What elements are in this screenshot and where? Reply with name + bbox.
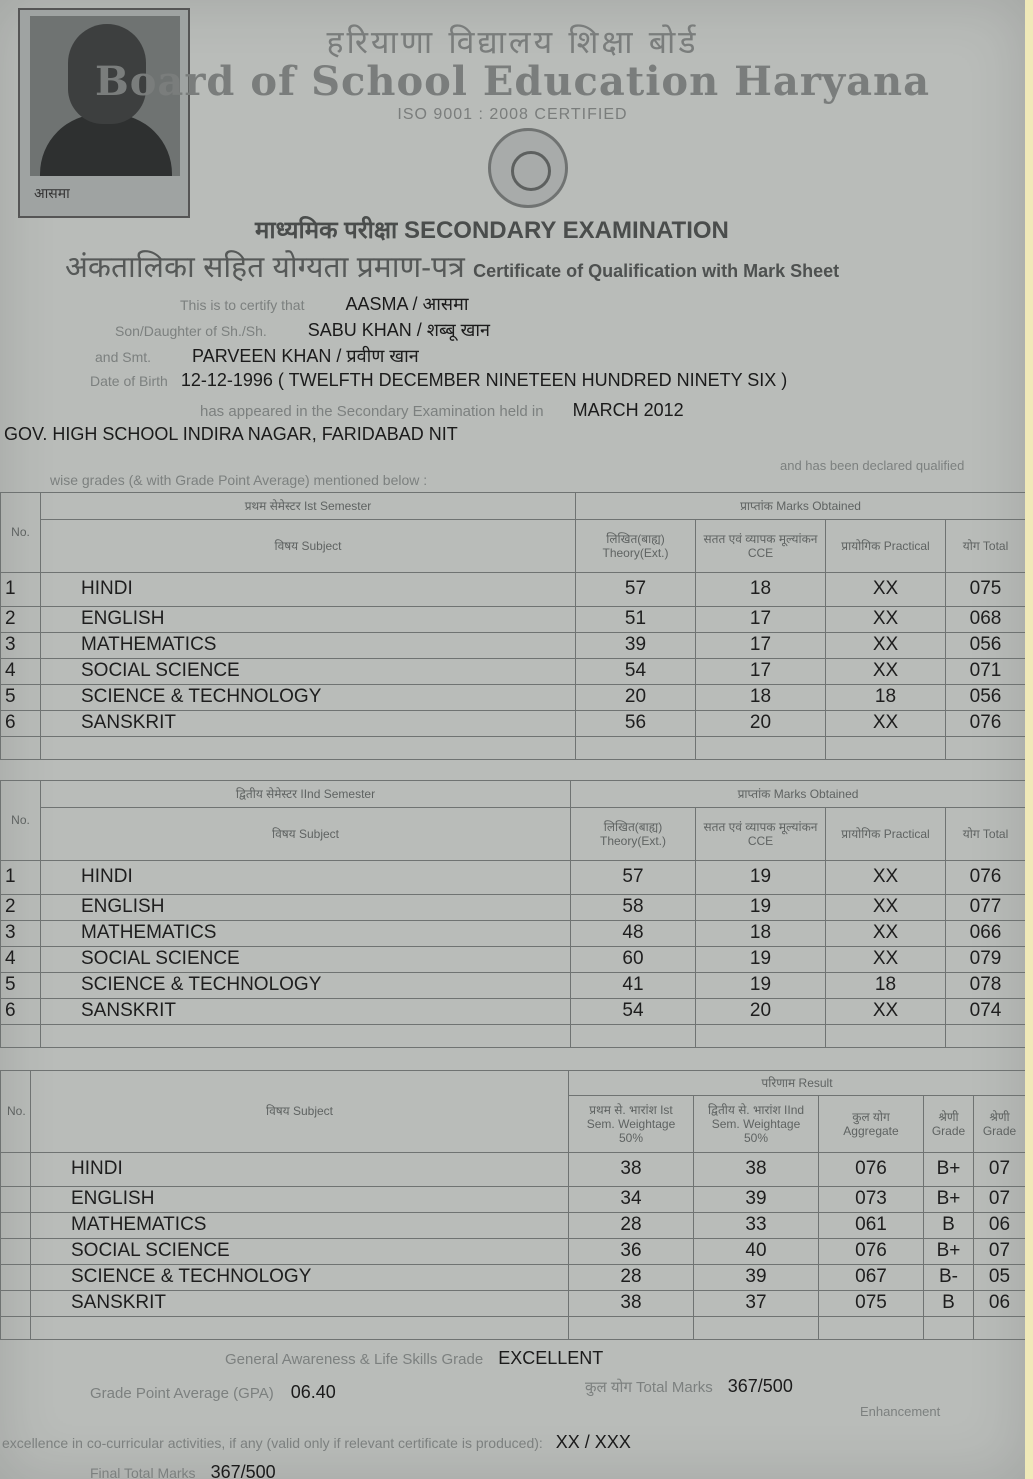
sem2-total-cell: 079 xyxy=(946,946,1026,972)
sem2-practical-cell: XX xyxy=(826,860,946,894)
sem2-subject-cell: MATHEMATICS xyxy=(41,920,571,946)
sem2-cce-header: सतत एवं व्यापक मूल्यांकन CCE xyxy=(696,808,826,860)
sem1-total-cell: 075 xyxy=(946,572,1026,606)
exam-held-line: has appeared in the Secondary Examination held in MARCH 2012 xyxy=(200,400,684,420)
sem2-no-cell: 2 xyxy=(1,894,41,920)
result-no-header: No. xyxy=(1,1071,31,1153)
school-name: GOV. HIGH SCHOOL INDIRA NAGAR, FARIDABAD NIT xyxy=(4,424,458,444)
sem2-theory-cell: 57 xyxy=(571,860,696,894)
sem2-title: द्वितीय सेमेस्टर IInd Semester xyxy=(41,781,571,808)
gpa-line: Grade Point Average (GPA) 06.40 xyxy=(90,1382,336,1402)
sem2-subject-cell: ENGLISH xyxy=(41,894,571,920)
sem1-theory-cell: 51 xyxy=(576,606,696,632)
cocurricular-line: excellence in co-curricular activities, if any (valid only if relevant certificate is produced): XX / XXX xyxy=(2,1432,631,1452)
result-sem2-header: द्वितीय से. भारांश IInd Sem. Weightage 50% xyxy=(694,1095,819,1152)
result-sem1-cell: 28 xyxy=(569,1264,694,1290)
table-row xyxy=(1,1186,1026,1212)
sem1-marks-title: प्राप्तांक Marks Obtained xyxy=(576,493,1026,520)
result--cell xyxy=(1,1238,31,1264)
table-row xyxy=(1,606,1026,632)
sem1-total-header: योग Total xyxy=(946,520,1026,572)
table-row xyxy=(1,860,1026,894)
result-aggregate-cell: 076 xyxy=(819,1152,924,1186)
result-subject-header: विषय Subject xyxy=(31,1071,569,1153)
result-sem2-cell: 39 xyxy=(694,1186,819,1212)
result-subject-cell: HINDI xyxy=(31,1152,569,1186)
sem2-theory-cell: 41 xyxy=(571,972,696,998)
sem1-no-cell: 6 xyxy=(1,710,41,736)
result-grade-cell: B xyxy=(924,1290,974,1316)
table-row xyxy=(1,1238,1026,1264)
sem1-no-cell: 3 xyxy=(1,632,41,658)
sem2-cce-cell: 19 xyxy=(696,894,826,920)
gals-grade: EXCELLENT xyxy=(498,1348,604,1368)
table-row xyxy=(1,1152,1026,1186)
result--cell xyxy=(1,1152,31,1186)
sem2-subject-cell: SANSKRIT xyxy=(41,998,571,1024)
result-aggregate-cell: 067 xyxy=(819,1264,924,1290)
result-grade-cell: B+ xyxy=(924,1238,974,1264)
mother-name: PARVEEN KHAN / प्रवीण खान xyxy=(192,346,419,366)
dob-line: Date of Birth 12-12-1996 ( TWELFTH DECEMBER NINETEEN HUNDRED NINETY SIX ) xyxy=(90,370,788,390)
sem2-no-cell: 4 xyxy=(1,946,41,972)
sem1-cce-cell: 17 xyxy=(696,632,826,658)
photo-signature: आसमा xyxy=(34,185,70,201)
gpa-value: 06.40 xyxy=(290,1382,336,1402)
table-row xyxy=(1,972,1026,998)
result-aggregate-cell: 075 xyxy=(819,1290,924,1316)
result-aggregate-header: कुल योग Aggregate xyxy=(819,1095,924,1152)
result-sem2-cell: 40 xyxy=(694,1238,819,1264)
sem2-theory-cell: 48 xyxy=(571,920,696,946)
sem1-total-cell: 056 xyxy=(946,684,1026,710)
sem2-practical-cell: 18 xyxy=(826,972,946,998)
date-of-birth: 12-12-1996 ( TWELFTH DECEMBER NINETEEN HUNDRED NINETY SIX ) xyxy=(180,370,788,390)
exam-month: MARCH 2012 xyxy=(572,400,684,420)
sem1-theory-cell: 39 xyxy=(576,632,696,658)
result-table xyxy=(0,1070,1025,1340)
result-sem2-cell: 33 xyxy=(694,1212,819,1238)
sem1-no-cell: 5 xyxy=(1,684,41,710)
result-sem2-cell: 38 xyxy=(694,1152,819,1186)
sem1-title: प्रथम सेमेस्टर Ist Semester xyxy=(41,493,576,520)
result-sem1-cell: 34 xyxy=(569,1186,694,1212)
sem1-subject-cell: HINDI xyxy=(41,572,576,606)
sem2-total-cell: 066 xyxy=(946,920,1026,946)
result--cell xyxy=(1,1186,31,1212)
sem1-practical-header: प्रायोगिक Practical xyxy=(826,520,946,572)
result-gp-cell: 07 xyxy=(974,1186,1026,1212)
final-marks-value: 367/500 xyxy=(210,1462,276,1479)
sem1-theory-cell: 20 xyxy=(576,684,696,710)
sem1-total-cell: 076 xyxy=(946,710,1026,736)
sem1-cce-cell: 18 xyxy=(696,684,826,710)
sem1-cce-cell: 18 xyxy=(696,572,826,606)
sem2-practical-cell: XX xyxy=(826,998,946,1024)
table-row xyxy=(1,684,1026,710)
sem2-theory-cell: 58 xyxy=(571,894,696,920)
sem1-body xyxy=(1,572,1026,759)
sem1-subject-cell: ENGLISH xyxy=(41,606,576,632)
certificate-title: अंकतालिका सहित योग्यता प्रमाण-पत्र Certificate of Qualification with Mark Sheet xyxy=(65,251,840,284)
table-row xyxy=(1,1290,1026,1316)
sem1-practical-cell: XX xyxy=(826,658,946,684)
sem2-cce-cell: 19 xyxy=(696,860,826,894)
result-subject-cell: ENGLISH xyxy=(31,1186,569,1212)
gals-line: General Awareness & Life Skills Grade EXCELLENT xyxy=(225,1348,604,1368)
sem1-subject-cell: SCIENCE & TECHNOLOGY xyxy=(41,684,576,710)
result-sem1-cell: 38 xyxy=(569,1152,694,1186)
result--cell xyxy=(1,1290,31,1316)
result-gp-header: श्रेणी Grade xyxy=(974,1095,1026,1152)
sem1-total-cell: 056 xyxy=(946,632,1026,658)
sem2-total-header: योग Total xyxy=(946,808,1026,860)
final-marks-line: Final Total Marks 367/500 xyxy=(90,1462,276,1479)
sem2-practical-header: प्रायोगिक Practical xyxy=(826,808,946,860)
total-marks-line: कुल योग Total Marks 367/500 xyxy=(585,1376,793,1396)
result-body xyxy=(1,1152,1026,1339)
sem1-theory-header: लिखित(बाह्य) Theory(Ext.) xyxy=(576,520,696,572)
result-title: परिणाम Result xyxy=(569,1071,1026,1096)
result-aggregate-cell: 061 xyxy=(819,1212,924,1238)
board-name-hindi: हरियाणा विद्यालय शिक्षा बोर्ड xyxy=(326,23,699,61)
result-subject-cell: SOCIAL SCIENCE xyxy=(31,1238,569,1264)
table-row xyxy=(1,658,1026,684)
sem1-cce-header: सतत एवं व्यापक मूल्यांकन CCE xyxy=(696,520,826,572)
sem1-theory-cell: 56 xyxy=(576,710,696,736)
result-gp-cell: 05 xyxy=(974,1264,1026,1290)
sem1-cce-cell: 17 xyxy=(696,658,826,684)
sem1-no-cell: 4 xyxy=(1,658,41,684)
sem2-body xyxy=(1,860,1026,1047)
table-row xyxy=(1,998,1026,1024)
sem2-practical-cell: XX xyxy=(826,894,946,920)
sem2-cce-cell: 19 xyxy=(696,946,826,972)
grades-note: wise grades (& with Grade Point Average) mentioned below : xyxy=(50,472,428,488)
table-row xyxy=(1,920,1026,946)
mother-line: and Smt. PARVEEN KHAN / प्रवीण खान xyxy=(95,346,419,366)
result-grade-cell: B+ xyxy=(924,1186,974,1212)
result-grade-cell: B+ xyxy=(924,1152,974,1186)
table-row xyxy=(1,572,1026,606)
sem1-subject-cell: MATHEMATICS xyxy=(41,632,576,658)
sem2-cce-cell: 19 xyxy=(696,972,826,998)
result-gp-cell: 06 xyxy=(974,1212,1026,1238)
sem2-subject-cell: HINDI xyxy=(41,860,571,894)
table-row xyxy=(1,1212,1026,1238)
result-gp-cell: 07 xyxy=(974,1238,1026,1264)
sem2-no-cell: 5 xyxy=(1,972,41,998)
sem1-practical-cell: XX xyxy=(826,710,946,736)
table-row xyxy=(1,894,1026,920)
result-sem1-header: प्रथम से. भारांश Ist Sem. Weightage 50% xyxy=(569,1095,694,1152)
sem2-total-cell: 077 xyxy=(946,894,1026,920)
table-row xyxy=(1,710,1026,736)
sem1-theory-cell: 54 xyxy=(576,658,696,684)
table-row xyxy=(1,1264,1026,1290)
sem1-cce-cell: 17 xyxy=(696,606,826,632)
sem1-no-cell: 2 xyxy=(1,606,41,632)
result-grade-header: श्रेणी Grade xyxy=(924,1095,974,1152)
sem2-theory-cell: 54 xyxy=(571,998,696,1024)
sem1-no-cell: 1 xyxy=(1,572,41,606)
student-name-line: This is to certify that AASMA / आसमा xyxy=(180,294,469,314)
result-sem2-cell: 37 xyxy=(694,1290,819,1316)
sem2-no-cell: 6 xyxy=(1,998,41,1024)
sem1-subject-cell: SANSKRIT xyxy=(41,710,576,736)
result-sem2-cell: 39 xyxy=(694,1264,819,1290)
result--cell xyxy=(1,1264,31,1290)
sem1-cce-cell: 20 xyxy=(696,710,826,736)
result-gp-cell: 06 xyxy=(974,1290,1026,1316)
result-subject-cell: SANSKRIT xyxy=(31,1290,569,1316)
exam-title: माध्यमिक परीक्षा SECONDARY EXAMINATION xyxy=(255,217,729,244)
result-gp-cell: 07 xyxy=(974,1152,1026,1186)
result-aggregate-cell: 073 xyxy=(819,1186,924,1212)
result-grade-cell: B xyxy=(924,1212,974,1238)
result-aggregate-cell: 076 xyxy=(819,1238,924,1264)
student-name: AASMA / आसमा xyxy=(345,294,469,314)
result-sem1-cell: 38 xyxy=(569,1290,694,1316)
sem1-theory-cell: 57 xyxy=(576,572,696,606)
sem2-subject-header: विषय Subject xyxy=(41,808,571,860)
sem2-theory-header: लिखित(बाह्य) Theory(Ext.) xyxy=(571,808,696,860)
result-sem1-cell: 28 xyxy=(569,1212,694,1238)
father-name: SABU KHAN / शब्बू खान xyxy=(307,320,491,340)
sem2-total-cell: 074 xyxy=(946,998,1026,1024)
sem2-cce-cell: 18 xyxy=(696,920,826,946)
sem2-no-cell: 1 xyxy=(1,860,41,894)
sem2-table xyxy=(0,780,1025,1048)
result-subject-cell: MATHEMATICS xyxy=(31,1212,569,1238)
sem2-practical-cell: XX xyxy=(826,920,946,946)
sem1-no-header: No. xyxy=(1,493,41,573)
enhancement-text: Enhancement xyxy=(860,1404,941,1419)
sem1-total-cell: 071 xyxy=(946,658,1026,684)
father-line: Son/Daughter of Sh./Sh. SABU KHAN / शब्बू खान xyxy=(115,320,491,340)
cocurricular-value: XX / XXX xyxy=(555,1432,631,1452)
sem2-cce-cell: 20 xyxy=(696,998,826,1024)
sem2-practical-cell: XX xyxy=(826,946,946,972)
sem2-subject-cell: SOCIAL SCIENCE xyxy=(41,946,571,972)
result-sem1-cell: 36 xyxy=(569,1238,694,1264)
declared-text: and has been declared qualified xyxy=(780,458,965,473)
iso-certification: ISO 9001 : 2008 CERTIFIED xyxy=(397,106,628,123)
sem2-no-header: No. xyxy=(1,781,41,861)
sem2-theory-cell: 60 xyxy=(571,946,696,972)
sem1-practical-cell: XX xyxy=(826,572,946,606)
sem2-marks-title: प्राप्तांक Marks Obtained xyxy=(571,781,1026,808)
sem2-no-cell: 3 xyxy=(1,920,41,946)
sem1-subject-header: विषय Subject xyxy=(41,520,576,572)
sem1-table xyxy=(0,492,1025,760)
sem2-total-cell: 078 xyxy=(946,972,1026,998)
total-marks-value: 367/500 xyxy=(727,1376,793,1396)
result-grade-cell: B- xyxy=(924,1264,974,1290)
result-subject-cell: SCIENCE & TECHNOLOGY xyxy=(31,1264,569,1290)
sem1-total-cell: 068 xyxy=(946,606,1026,632)
board-name-english: Board of School Education Haryana xyxy=(94,58,931,105)
sem2-subject-cell: SCIENCE & TECHNOLOGY xyxy=(41,972,571,998)
result--cell xyxy=(1,1212,31,1238)
sem2-total-cell: 076 xyxy=(946,860,1026,894)
sem1-practical-cell: XX xyxy=(826,632,946,658)
table-row xyxy=(1,632,1026,658)
sem1-practical-cell: 18 xyxy=(826,684,946,710)
table-row xyxy=(1,946,1026,972)
sem1-subject-cell: SOCIAL SCIENCE xyxy=(41,658,576,684)
sem1-practical-cell: XX xyxy=(826,606,946,632)
board-emblem-icon xyxy=(488,128,568,208)
